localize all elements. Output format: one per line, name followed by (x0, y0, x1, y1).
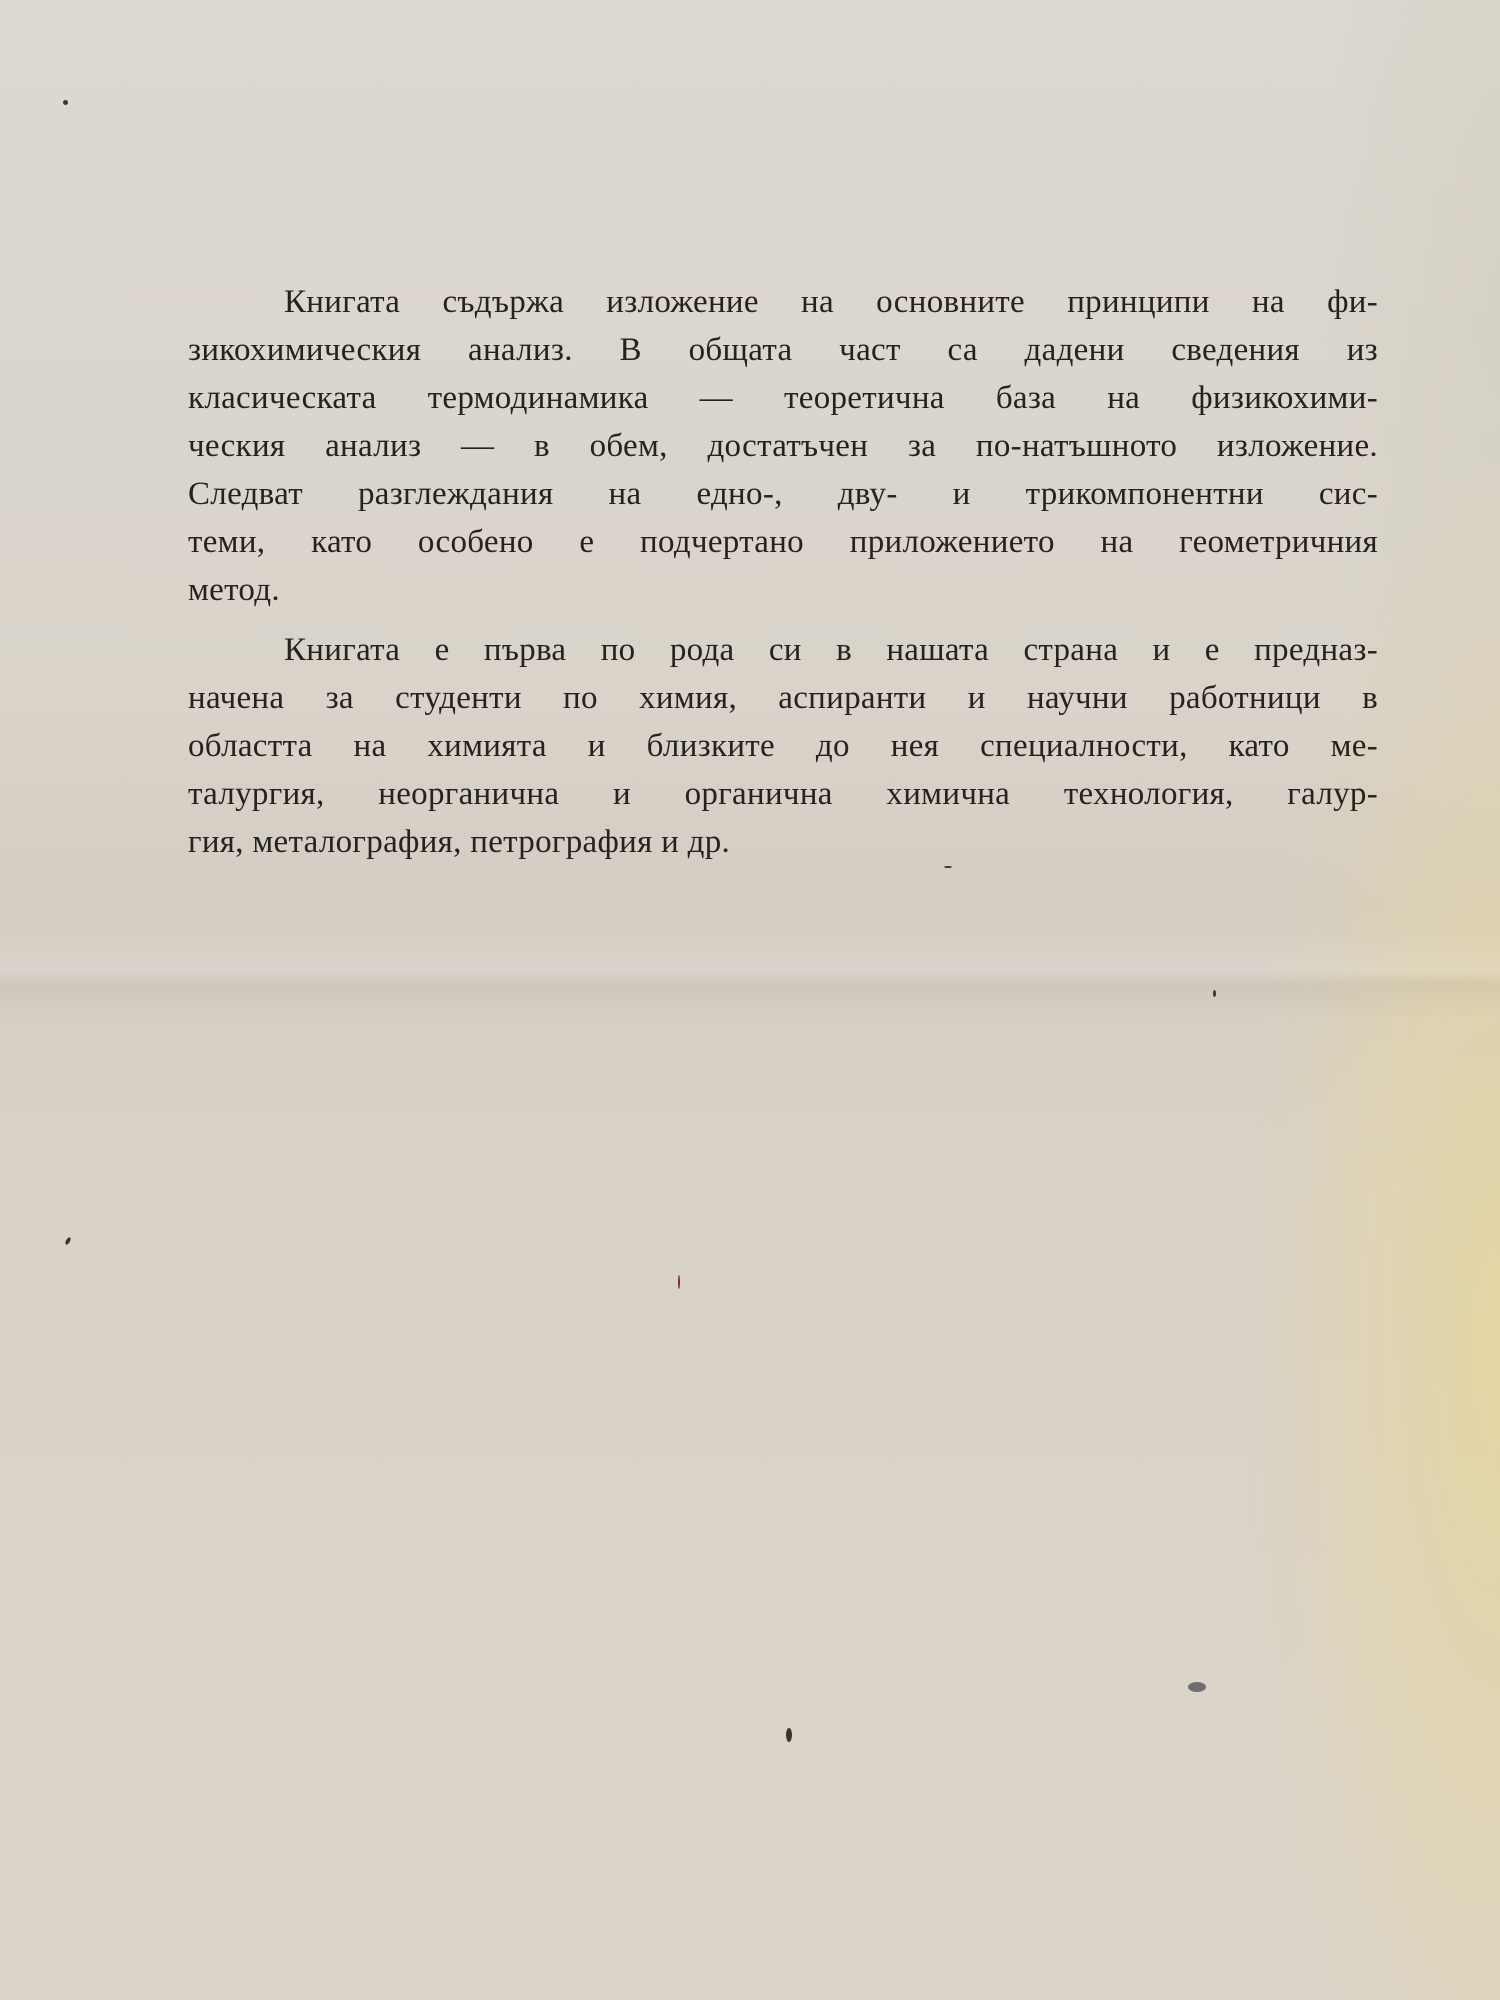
ink-speck (1188, 1682, 1206, 1692)
ink-speck (63, 100, 68, 105)
text-line: Следват разглеждания на едно-, дву- и трикомпонентни сис- (188, 476, 1378, 512)
text-line: начена за студенти по химия, аспиранти и научни работници в (188, 680, 1378, 716)
text-line: класическата термодинамика — теоретична база на физикохими- (188, 380, 1378, 416)
text-line: теми, като особено е подчертано приложението на геометричния (188, 524, 1378, 560)
text-line: Книгата съдържа изложение на основните принципи на фи- (284, 284, 1378, 320)
text-line: Книгата е първа по рода си в нашата страна и е предназ- (284, 632, 1378, 668)
ink-speck (64, 1237, 71, 1246)
text-line: гия, металография, петрография и др. (188, 824, 731, 860)
ink-speck (786, 1728, 792, 1742)
paper-fold (0, 930, 1500, 1020)
text-line: зикохимическия анализ. В общата част са дадени сведения из (188, 332, 1378, 368)
ink-speck (678, 1275, 680, 1289)
text-line: областта на химията и близките до нея специалности, като ме- (188, 728, 1378, 764)
body-text (188, 278, 1378, 878)
text-line: талургия, неорганична и органична химична технология, галур- (188, 776, 1378, 812)
text-line: ческия анализ — в обем, достатъчен за по-натъшното изложение. (188, 428, 1378, 464)
paragraph-2 (188, 626, 1378, 866)
ink-speck (1213, 990, 1216, 997)
paragraph-1 (188, 278, 1378, 614)
text-line: метод. (188, 572, 280, 608)
